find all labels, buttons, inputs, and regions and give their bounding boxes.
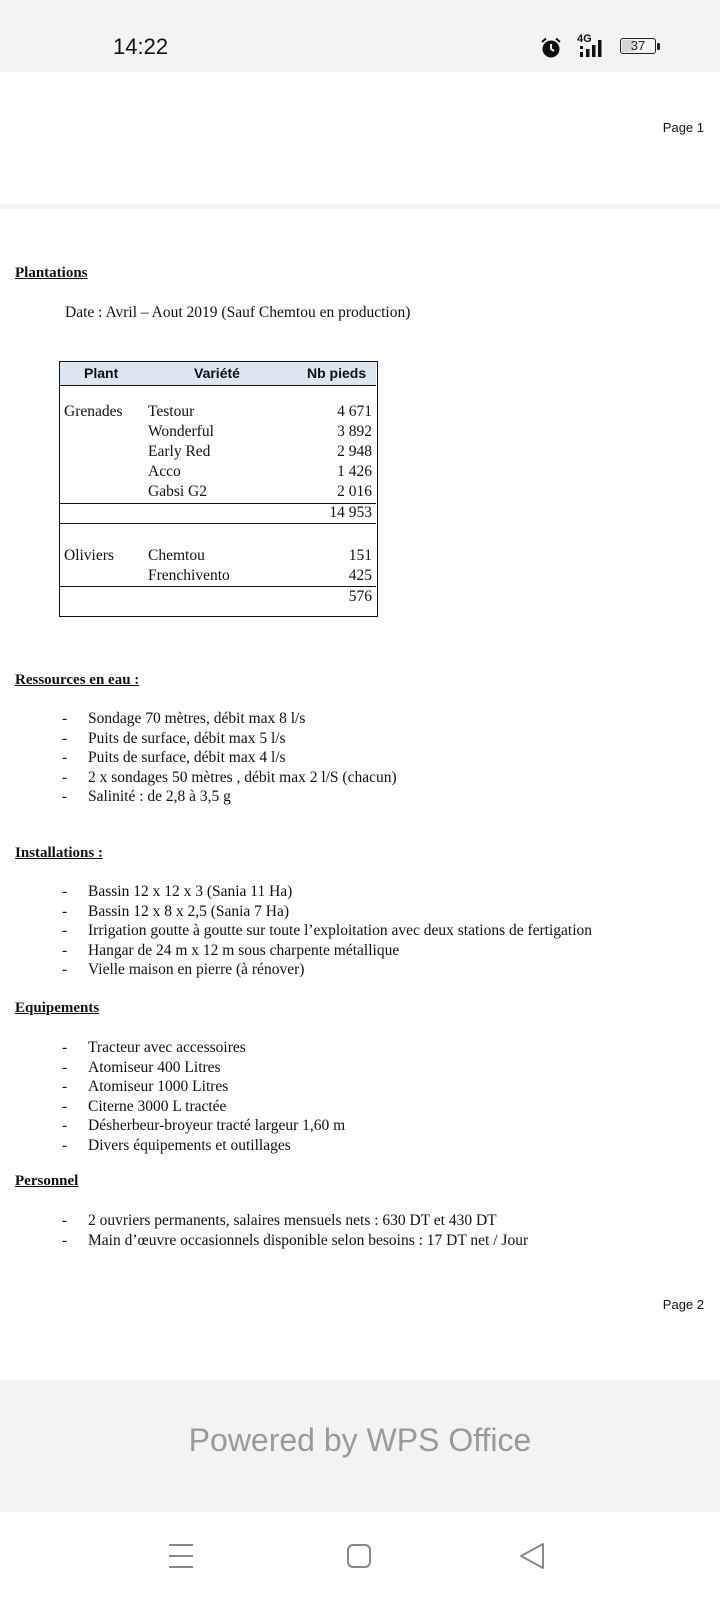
status-bar (0, 0, 720, 72)
table-cell: 1 426 (337, 463, 372, 480)
list-item: - Vielle maison en pierre (à rénover) (62, 961, 305, 978)
list-item: - Désherbeur-broyeur tracté largeur 1,60 m (62, 1117, 346, 1134)
list-item: - Irrigation goutte à goutte sur toute l’exploitation avec deux stations de fertigation (62, 922, 593, 939)
personnel-heading: Personnel (15, 1173, 79, 1189)
list-item: - Atomiseur 400 Litres (62, 1058, 221, 1076)
ressources-heading: Ressources en eau : (15, 672, 140, 688)
oliviers-total: 576 (348, 588, 372, 605)
list-item: - Atomiseur 1000 Litres (62, 1078, 229, 1095)
page-1-label: Page 1 (662, 120, 704, 135)
alarm-icon (540, 37, 562, 59)
list-item: - 2 ouvriers permanents, salaires mensuels nets : 630 DT et 430 DT (62, 1212, 497, 1229)
home-icon[interactable] (339, 1536, 379, 1576)
powered-by-text: Powered by WPS Office (188, 1422, 532, 1458)
table-row: Testour (148, 403, 195, 420)
list-item: - Main d’œuvre occasionnels disponible selon besoins : 17 DT net / Jour (62, 1231, 529, 1249)
back-icon[interactable] (513, 1536, 553, 1576)
table-cell: 3 892 (337, 423, 372, 440)
list-item: - Bassin 12 x 8 x 2,5 (Sania 7 Ha) (62, 902, 290, 920)
signal-icon (580, 38, 612, 60)
grenades-total: 14 953 (329, 504, 372, 521)
table-row: Frenchivento (148, 567, 230, 584)
plantations-table (59, 361, 378, 617)
table-header (60, 362, 376, 386)
table-cell: 2 948 (337, 443, 372, 460)
list-item: - Puits de surface, débit max 5 l/s (62, 729, 286, 747)
list-item: - Sondage 70 mètres, débit max 8 l/s (62, 710, 306, 727)
equipements-heading: Equipements (15, 1000, 100, 1016)
ressources-list (62, 709, 397, 807)
table-row: Wonderful (148, 423, 214, 440)
list-item: - Citerne 3000 L tractée (62, 1097, 227, 1115)
page-2-label: Page 2 (662, 1297, 704, 1312)
menu-icon[interactable] (161, 1536, 201, 1576)
table-divider (60, 523, 376, 524)
table-row: Gabsi G2 (148, 483, 207, 500)
plantations-date: Date : Avril – Aout 2019 (Sauf Chemtou en production) (65, 304, 411, 321)
list-item: - Bassin 12 x 12 x 3 (Sania 11 Ha) (62, 883, 293, 900)
list-item: - Puits de surface, débit max 4 l/s (62, 749, 286, 766)
battery-icon (620, 38, 660, 58)
header-variety: Variété (194, 365, 240, 381)
table-cell: 4 671 (337, 403, 372, 420)
table-row: Acco (148, 463, 181, 480)
equipements-list (62, 1038, 345, 1155)
status-time: 14:22 (113, 34, 169, 59)
table-row: Chemtou (148, 547, 205, 564)
document-page-1[interactable] (0, 72, 720, 204)
navigation-bar (0, 1512, 720, 1600)
plantations-heading: Plantations (15, 265, 88, 281)
plant-oliviers: Oliviers (64, 547, 114, 564)
plant-grenades: Grenades (64, 403, 123, 420)
battery-level: 37 (630, 38, 646, 53)
header-count: Nb pieds (307, 365, 367, 381)
powered-by-banner (0, 1380, 720, 1512)
network-type: 4G (577, 33, 592, 45)
table-cell: 2 016 (337, 483, 372, 500)
list-item: - 2 x sondages 50 mètres , débit max 2 l/S (chacun) (62, 768, 397, 786)
list-item: - Salinité : de 2,8 à 3,5 g (62, 788, 231, 805)
personnel-list (62, 1211, 528, 1250)
list-item: - Hangar de 24 m x 12 m sous charpente métallique (62, 941, 400, 959)
header-plant: Plant (84, 365, 119, 381)
table-cell: 151 (348, 547, 372, 564)
list-item: - Tracteur avec accessoires (62, 1039, 246, 1056)
table-row: Early Red (148, 443, 211, 460)
table-cell: 425 (348, 567, 372, 584)
list-item: - Divers équipements et outillages (62, 1136, 291, 1154)
installations-list (62, 882, 592, 980)
installations-heading: Installations : (15, 845, 103, 861)
